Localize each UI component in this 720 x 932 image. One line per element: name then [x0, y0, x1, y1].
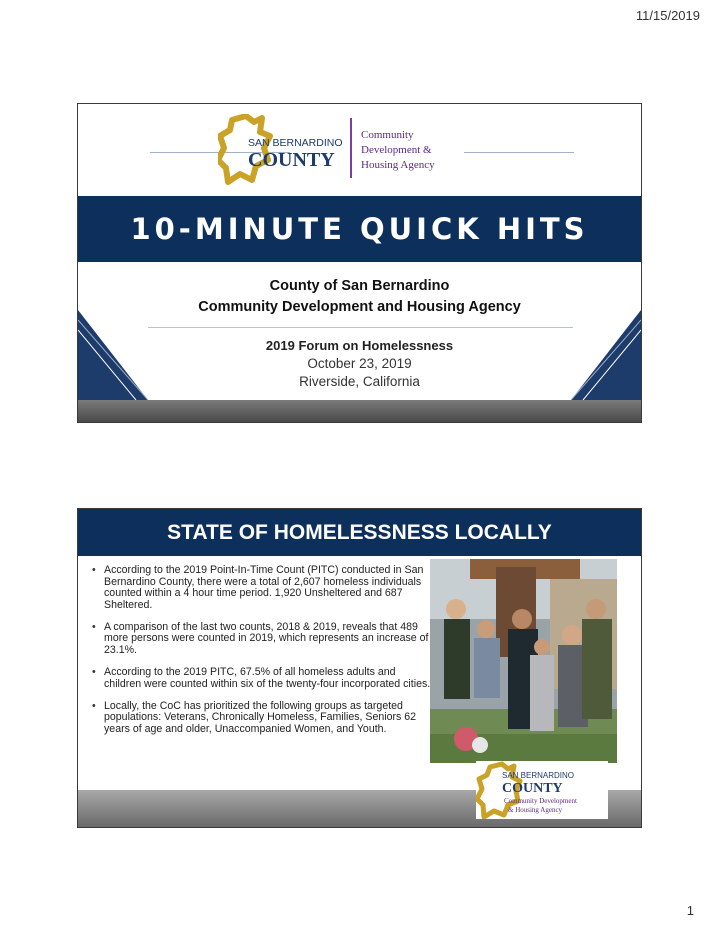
bullet-item: • A comparison of the last two counts, 2018 & 2019, reveals that 489 more persons were counted in 2019, which represents an increase of 23.1%.	[92, 622, 432, 657]
slide-title: STATE OF HOMELESSNESS LOCALLY	[167, 520, 552, 544]
agency-line: Housing Agency	[361, 159, 435, 171]
slide-header	[78, 104, 641, 196]
slide-subtitle	[78, 276, 641, 318]
logo-text-line1: SAN BERNARDINO	[502, 771, 575, 780]
agency-logo	[476, 761, 608, 819]
page-number: 1	[686, 903, 694, 918]
page-date: 11/15/2019	[635, 8, 700, 23]
county-shield-icon	[218, 114, 348, 186]
logo-text-line2: COUNTY	[502, 781, 563, 796]
county-logo	[218, 114, 368, 186]
forum-name: 2019 Forum on Homelessness	[265, 338, 454, 353]
group-photo-image	[430, 559, 617, 763]
logo-text-line3: Community Development	[504, 797, 577, 805]
slide-footer-bar	[78, 400, 641, 422]
title-slide	[77, 103, 642, 423]
corner-decoration-right	[571, 310, 641, 400]
subtitle-line: County of San Bernardino	[269, 278, 450, 294]
logo-text-line4: & Housing Agency	[508, 806, 563, 814]
group-photo	[430, 559, 617, 763]
header-rule-right	[464, 152, 574, 153]
agency-line: Development &	[361, 144, 432, 156]
section-divider	[148, 327, 573, 328]
corner-decoration-left	[78, 310, 148, 400]
bullet-item: • According to the 2019 PITC, 67.5% of all homeless adults and children were counted within six of the twenty-four incorporated cities.	[92, 667, 432, 690]
logo-text-line1: SAN BERNARDINO	[248, 137, 343, 149]
forum-date: October 23, 2019	[307, 356, 412, 371]
bullet-list	[92, 565, 432, 746]
subtitle-line: Community Development and Housing Agency	[198, 299, 521, 315]
bullet-item: • Locally, the CoC has prioritized the following groups as targeted populations: Veterans, Chronically Homeless, Families, Seniors 62 years of age and older, Unaccompanied Women, and Youth.	[92, 701, 432, 736]
slide-title: 10-MINUTE QUICK HITS	[130, 212, 589, 246]
logo-text-line2: COUNTY	[248, 149, 335, 171]
forum-location: Riverside, California	[299, 374, 420, 389]
content-slide	[77, 508, 642, 828]
title-banner	[78, 509, 641, 556]
bullet-item: • According to the 2019 Point-In-Time Count (PITC) conducted in San Bernardino County, there were a total of 2,607 homeless individuals counted within a 4 hour time period. 1,920 Unsheltered and 687 Sheltered.	[92, 565, 432, 611]
county-shield-icon	[476, 761, 608, 819]
logo-divider	[350, 118, 352, 178]
agency-line: Community	[361, 129, 414, 141]
title-banner	[78, 196, 641, 262]
agency-name	[361, 128, 435, 173]
forum-info	[78, 337, 641, 391]
